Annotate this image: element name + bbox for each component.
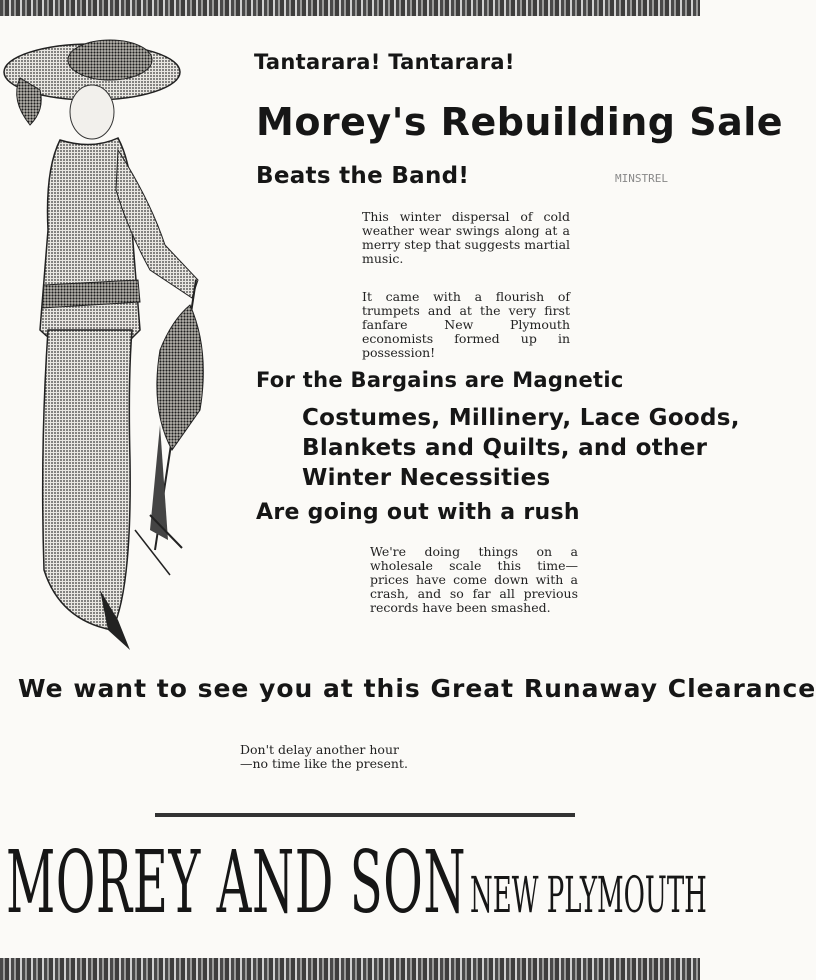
woman-with-umbrella-illustration	[0, 30, 235, 655]
head	[70, 85, 114, 139]
sale-subtitle: Beats the Band!	[256, 163, 470, 189]
clearance-banner: We want to see you at this Great Runaway Clearance	[18, 674, 816, 703]
paragraph-dont-delay: Don't delay another hour—no time like the present.	[240, 742, 408, 771]
store-name: MOREY AND SON	[6, 833, 467, 933]
goods-line: Blankets and Quilts, and other	[302, 435, 708, 461]
divider-rule	[155, 813, 575, 817]
skirt	[43, 330, 132, 630]
paragraph-winter-dispersal: This winter dispersal of cold weather wear swings along at a merry step that suggests martial music.	[362, 209, 571, 266]
sale-title: Morey's Rebuilding Sale	[256, 100, 784, 144]
goods-line: Costumes, Millinery, Lace Goods,	[302, 405, 740, 431]
hat-crown	[68, 40, 152, 80]
sale-side-label: MINSTREL	[615, 172, 668, 185]
store-location: NEW PLYMOUTH	[470, 866, 707, 924]
paragraph-wholesale: We're doing things on a wholesale scale this time—prices have come down with a crash, and so far all previous records have been smashed.	[370, 544, 578, 615]
goods-line: Winter Necessities	[302, 465, 551, 491]
paragraph-fanfare: It came with a flourish of trumpets and at the very first fanfare New Plymouth economists formed up in possession!	[362, 289, 570, 360]
umbrella-icon	[135, 280, 203, 575]
headline: Tantarara! Tantarara!	[254, 50, 515, 74]
bargains-heading: For the Bargains are Magnetic	[256, 368, 624, 392]
rush-heading: Are going out with a rush	[256, 500, 580, 525]
top-print-border	[0, 0, 700, 16]
bottom-print-border	[0, 958, 700, 980]
